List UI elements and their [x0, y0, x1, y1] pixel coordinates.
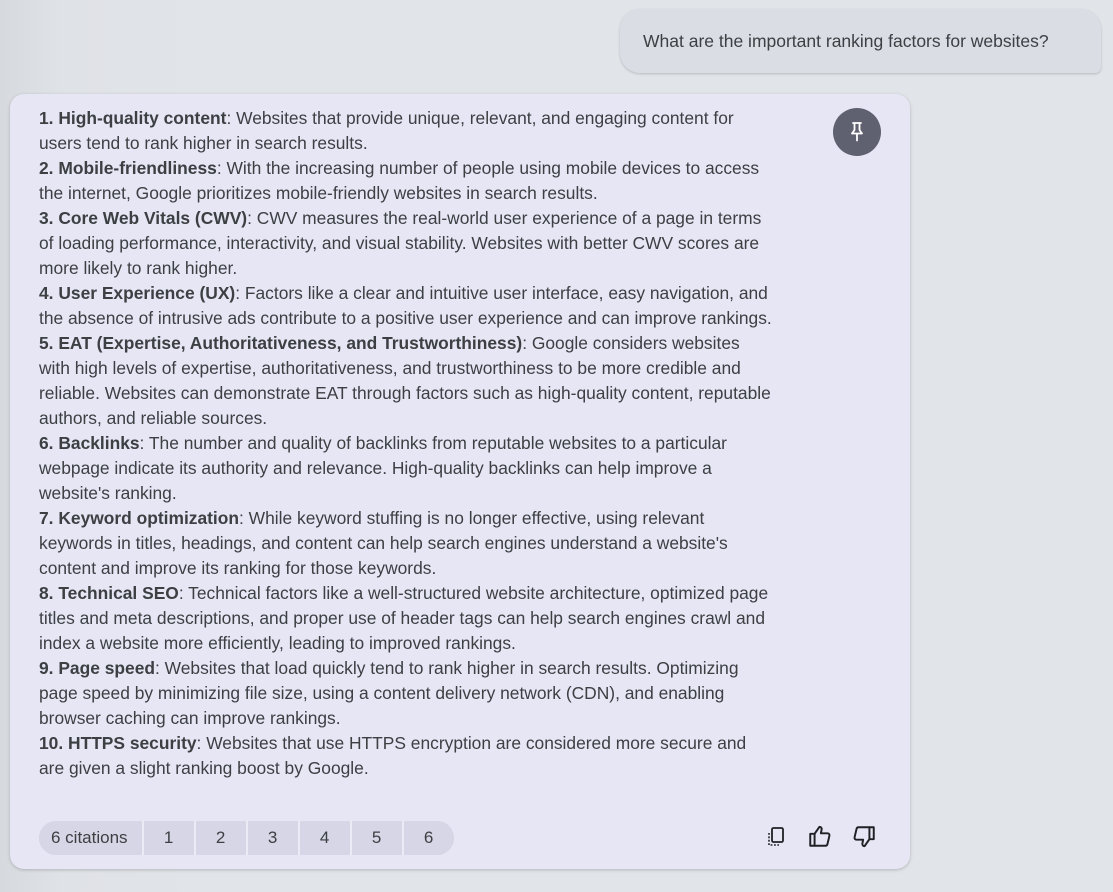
point-text: : Technical factors like a well-structured website architecture, optimized page titles and meta descriptions, and proper use of header tags can help search engines crawl and index a website more efficiently, leading to improved rankings. — [39, 583, 769, 653]
point-text: : CWV measures the real-world user experience of a page in terms of loading performance, interactivity, and visual stability. Websites with better CWV scores are more likely to rank higher. — [39, 208, 762, 278]
answer-point — [39, 106, 774, 156]
answer-card — [10, 94, 910, 869]
point-text: : While keyword stuffing is no longer effective, using relevant keywords in titles, headings, and content can help search engines understand a website's content and improve its ranking for those keywords. — [39, 508, 728, 578]
point-text: : With the increasing number of people using mobile devices to access the internet, Google prioritizes mobile-friendly websites in search results. — [39, 158, 760, 203]
user-message-bubble — [620, 9, 1101, 73]
thumbs-down-icon — [851, 824, 877, 850]
answer-point — [39, 281, 774, 331]
citation-chip[interactable]: 1 — [142, 821, 194, 855]
thumbs-up-button[interactable] — [806, 822, 834, 850]
citation-chip[interactable]: 3 — [246, 821, 298, 855]
point-title: 9. Page speed — [39, 658, 155, 678]
point-text: : Websites that use HTTPS encryption are considered more secure and are given a slight ranking boost by Google. — [39, 733, 747, 778]
point-title: 2. Mobile-friendliness — [39, 158, 217, 178]
point-title: 6. Backlinks — [39, 433, 140, 453]
citations-bar — [39, 821, 454, 855]
answer-point — [39, 331, 774, 431]
point-text: : Websites that load quickly tend to rank higher in search results. Optimizing page speed by minimizing file size, using a content delivery network (CDN), and enabling browser caching can improve rankings. — [39, 658, 739, 728]
point-text: : Websites that provide unique, relevant, and engaging content for users tend to rank higher in search results. — [39, 108, 734, 153]
answer-point — [39, 506, 774, 581]
point-title: 3. Core Web Vitals (CWV) — [39, 208, 248, 228]
answer-point — [39, 731, 774, 781]
answer-point — [39, 206, 774, 281]
citations-count[interactable]: 6 citations — [39, 821, 142, 855]
citation-chip[interactable]: 5 — [350, 821, 402, 855]
point-title: 5. EAT (Expertise, Authoritativeness, and Trustworthiness) — [39, 333, 523, 353]
citation-chip[interactable]: 4 — [298, 821, 350, 855]
answer-point — [39, 431, 774, 506]
answer-point — [39, 156, 774, 206]
pin-icon — [847, 121, 867, 143]
thumbs-up-icon — [807, 823, 833, 849]
point-title: 7. Keyword optimization — [39, 508, 240, 528]
answer-point — [39, 656, 774, 731]
point-title: 4. User Experience (UX) — [39, 283, 236, 303]
answer-body — [39, 106, 774, 781]
user-message-text: What are the important ranking factors for websites? — [643, 30, 1049, 51]
point-title: 1. High-quality content — [39, 108, 227, 128]
copy-button[interactable] — [762, 823, 790, 851]
thumbs-down-button[interactable] — [850, 823, 878, 851]
pin-button[interactable] — [833, 108, 881, 156]
point-text: : The number and quality of backlinks from reputable websites to a particular webpage indicate its authority and relevance. High-quality backlinks can help improve a website's ranking. — [39, 433, 727, 503]
point-text: : Google considers websites with high levels of expertise, authoritativeness, and trustworthiness to be more credible and reliable. Websites can demonstrate EAT through factors such as high-quality content, reputable authors, and reliable sources. — [39, 333, 771, 428]
citation-chip[interactable]: 6 — [402, 821, 454, 855]
copy-icon — [764, 825, 788, 849]
citation-chip[interactable]: 2 — [194, 821, 246, 855]
point-title: 10. HTTPS security — [39, 733, 197, 753]
answer-point — [39, 581, 774, 656]
point-title: 8. Technical SEO — [39, 583, 179, 603]
point-text: : Factors like a clear and intuitive user interface, easy navigation, and the absence of intrusive ads contribute to a positive user experience and can improve rankings. — [39, 283, 772, 328]
